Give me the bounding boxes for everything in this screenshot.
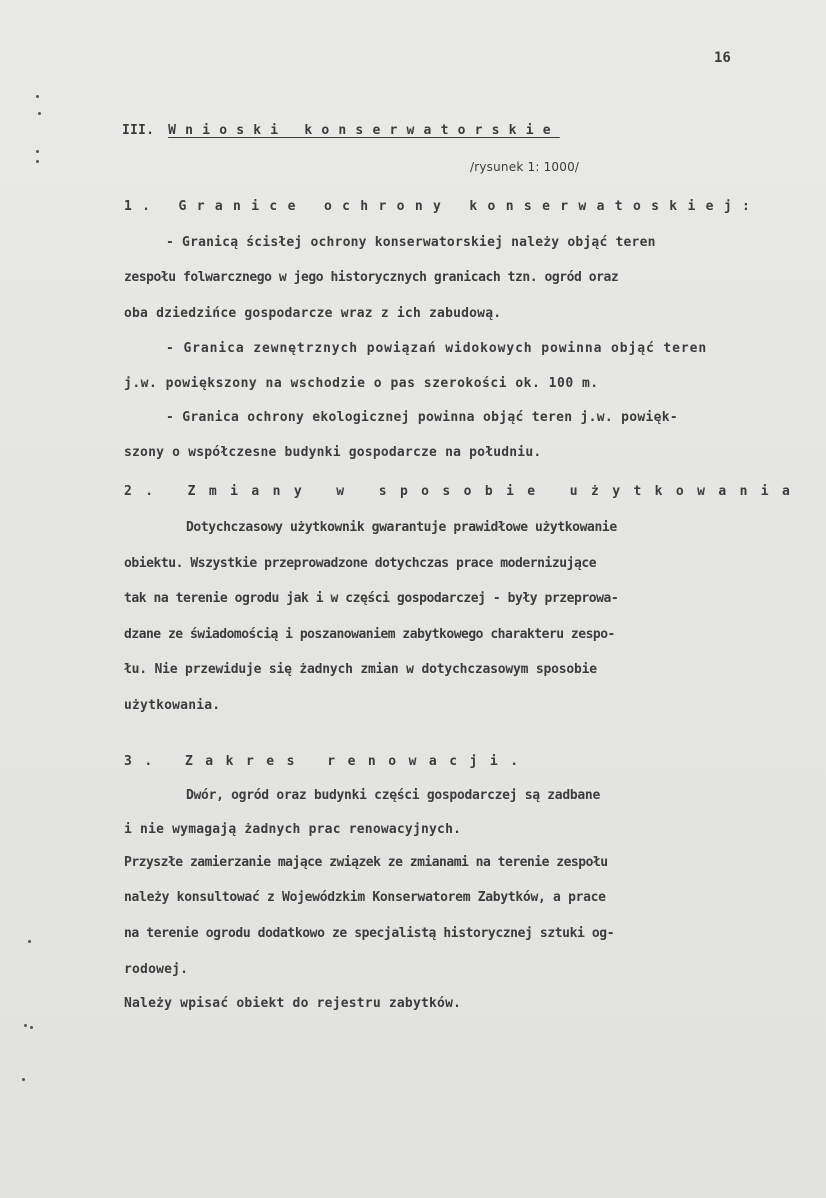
margin-speck [22, 1078, 25, 1081]
section-1-title: 1. Granice ochrony konserwatoskiej: [124, 199, 761, 214]
section-1-line: - Granicą ścisłej ochrony konserwatorskiej należy objąć teren [166, 235, 656, 250]
section-3-line: należy konsultować z Wojewódzkim Konserwatorem Zabytków, a prace [124, 890, 606, 905]
section-3-line: rodowej. [124, 962, 189, 977]
section-1-line: szony o współczesne budynki gospodarcze na południu. [124, 445, 542, 460]
margin-speck [38, 112, 41, 115]
section-1-line: j.w. powiększony na wschodzie o pas szerokości ok. 100 m. [124, 376, 599, 391]
section-3-title: 3. Zakres renowacji. [124, 754, 531, 769]
section-1-line: - Granica zewnętrznych powiązań widokowych powinna objąć teren [166, 341, 708, 356]
section-1-line: zespołu folwarcznego w jego historycznych granicach tzn. ogród oraz [124, 270, 619, 285]
section-3-line: Dwór, ogród oraz budynki części gospodarczej są zadbane [186, 788, 600, 803]
section-2-line: użytkowania. [124, 698, 221, 713]
section-2-line: dzane ze świadomością i poszanowaniem zabytkowego charakteru zespo- [124, 627, 615, 642]
section-1-line: - Granica ochrony ekologicznej powinna objąć teren j.w. powięk- [166, 410, 678, 425]
section-3-line: i nie wymagają żadnych prac renowacyjnych. [124, 822, 462, 837]
section-2-line: obiektu. Wszystkie przeprowadzone dotychczas prace modernizujące [124, 556, 597, 571]
section-3-line: Należy wpisać obiekt do rejestru zabytków. [124, 996, 462, 1011]
section-2-line: Dotychczasowy użytkownik gwarantuje prawidłowe użytkowanie [186, 520, 617, 535]
section-2-line: tak na terenie ogrodu jak i w części gospodarczej - były przeprowa- [124, 591, 619, 606]
section-2-line: łu. Nie przewiduje się żadnych zmian w dotychczasowym sposobie [124, 662, 597, 677]
margin-speck [28, 940, 31, 943]
section-1-line: oba dziedzińce gospodarcze wraz z ich zabudową. [124, 306, 502, 321]
heading-numeral: III. [122, 123, 155, 138]
heading-title: Wnioski konserwatorskie [168, 123, 560, 138]
section-3-line: na terenie ogrodu dodatkowo ze specjalistą historycznej sztuki og- [124, 926, 615, 941]
margin-speck [24, 1024, 27, 1027]
margin-speck [36, 150, 39, 153]
margin-speck [36, 95, 39, 98]
section-3-line: Przyszłe zamierzanie mające związek ze zmianami na terenie zespołu [124, 855, 608, 870]
margin-speck [30, 1026, 33, 1029]
page-number: 16 [714, 50, 731, 66]
section-2-title: 2. Zmiany w sposobie użytkowania [124, 484, 804, 499]
heading-subtitle: /rysunek 1: 1000/ [470, 160, 580, 174]
heading [122, 123, 560, 139]
margin-speck [36, 160, 39, 163]
